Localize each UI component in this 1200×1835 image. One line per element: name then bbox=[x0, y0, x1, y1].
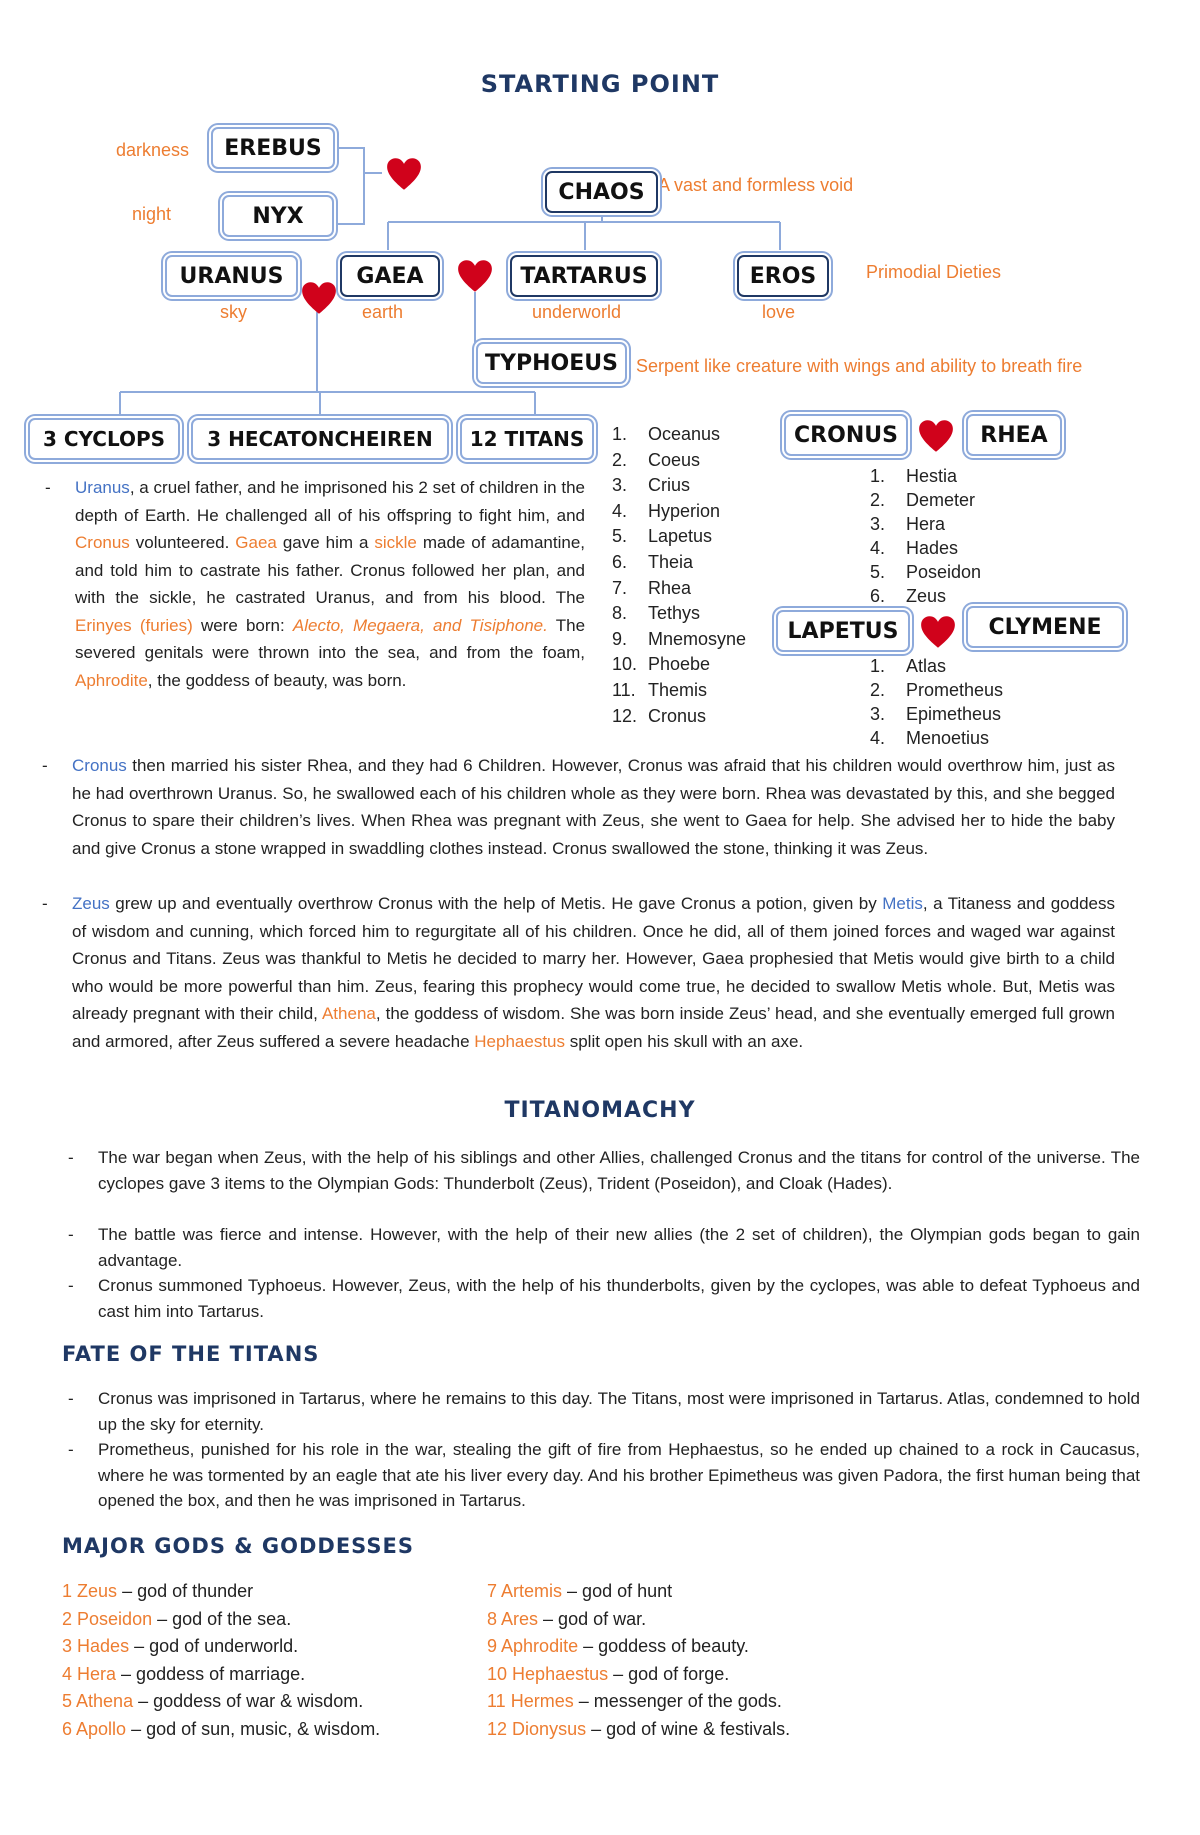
heart-icon bbox=[457, 258, 493, 294]
typhoeus-box: TYPHOEUS bbox=[476, 342, 627, 384]
list-item: 7 Artemis – god of hunt bbox=[487, 1581, 673, 1601]
titans-list bbox=[612, 422, 746, 729]
starting-point-heading: STARTING POINT bbox=[480, 70, 720, 98]
list-item: 1. Hestia bbox=[870, 466, 958, 486]
chaos-box: CHAOS bbox=[545, 171, 658, 213]
list-item: 3. Crius bbox=[612, 475, 691, 496]
list-item: 1. Oceanus bbox=[612, 424, 721, 444]
story-paragraph-uranus: - Uranus, a cruel father, and he imprisoned his 2 set of children in the depth of Earth. He challenged all of his offspring to fight him, and Cronus volunteered. Gaea gave him a sickle made of adamantine, and told him to castrate his father. Cronus followed her plan, and with the sickle, he castrated Uranus, and from his blood. The Erinyes (furies) were born: Alecto, Megaera, and Tisiphone. The severed genitals were thrown into the sea, and from the foam, Aphrodite, the goddess of beauty, was born. bbox=[45, 478, 586, 690]
list-item: 8 Ares – god of war. bbox=[487, 1608, 647, 1629]
nyx-label: night bbox=[132, 204, 172, 224]
list-item: 12 Dionysus – god of wine & festivals. bbox=[487, 1718, 791, 1739]
heart-icon bbox=[918, 418, 954, 454]
chaos-label: A vast and formless void bbox=[658, 175, 854, 195]
list-item: 1 Zeus – god of thunder bbox=[62, 1581, 254, 1601]
tartarus-box: TARTARUS bbox=[510, 255, 658, 297]
cronus-children-list bbox=[870, 464, 981, 608]
uranus-box: URANUS bbox=[165, 255, 298, 297]
fate-item: - Prometheus, punished for his role in the war, stealing the gift of fire from Hephaestus, so he ended up chained to a rock in Caucasus, where he was tormented by an eagle that ate his liver every day. And his brother Epimetheus was given Padora, the first human being that opened the box, and then he was imprisoned in Tartarus. bbox=[68, 1440, 1140, 1510]
gaea-label: earth bbox=[362, 302, 404, 322]
list-item: 4. Hades bbox=[870, 538, 959, 558]
tartarus-label: underworld bbox=[532, 302, 622, 322]
heart-icon bbox=[386, 156, 422, 192]
gods-list-right bbox=[487, 1578, 790, 1743]
titanomachy-item: - Cronus summoned Typhoeus. However, Zeus, with the help of his thunderbolts, given by the cyclopes, was able to defeat Typhoeus and cast him into Tartarus. bbox=[68, 1276, 1140, 1321]
cyclops-box: 3 CYCLOPS bbox=[28, 418, 180, 460]
list-item: 3. Epimetheus bbox=[870, 704, 1002, 724]
list-item: 9 Aphrodite – goddess of beauty. bbox=[487, 1636, 749, 1656]
list-item: 6. Theia bbox=[612, 551, 694, 572]
list-item: 2. Prometheus bbox=[870, 680, 1004, 700]
hecatoncheiren-box: 3 HECATONCHEIREN bbox=[191, 418, 449, 460]
story-paragraph-zeus: - Zeus grew up and eventually overthrow Cronus with the help of Metis. He gave Cronus a potion, given by Metis, a Titaness and goddess of wisdom and cunning, which forced him to regurgitate all of his children. Once he did, all of them joined forces and waged war against Cronus and Titans. Zeus was thankful to Metis he decided to marry her. However, Gaea prophesied that Metis would give birth to a child who would be more powerful than him. Zeus, fearing this prophecy would come true, he decided to swallow Metis whole. But, Metis was already pregnant with their child, Athena, the goddess of wisdom. She was born inside Zeus’ head, and she eventually emerged full grown and armored, after Zeus suffered a severe headache Hephaestus split open his skull with an axe. bbox=[42, 894, 1115, 1051]
major-gods-heading: MAJOR GODS & GODDESSES bbox=[62, 1534, 414, 1558]
list-item: 7. Rhea bbox=[612, 577, 692, 598]
list-item: 2. Demeter bbox=[870, 490, 976, 510]
list-item: 4 Hera – goddess of marriage. bbox=[62, 1663, 306, 1684]
titanomachy-item: - The war began when Zeus, with the help of his siblings and other Allies, challenged Cronus and the titans for control of the universe. The cyclopes gave 3 items to the Olympian Gods: Thunderbolt (Zeus), Trident (Poseidon), and Cloak (Hades). bbox=[68, 1148, 1140, 1193]
list-item: 11 Hermes – messenger of the gods. bbox=[487, 1691, 782, 1711]
list-item: 9. Mnemosyne bbox=[612, 628, 747, 649]
titans-box: 12 TITANS bbox=[460, 418, 594, 460]
list-item: 12. Cronus bbox=[612, 705, 707, 726]
lapetus-children-list bbox=[870, 654, 1003, 750]
gods-list-left bbox=[62, 1578, 380, 1743]
heart-icon bbox=[301, 280, 337, 316]
eros-box: EROS bbox=[737, 255, 829, 297]
list-item: 10 Hephaestus – god of forge. bbox=[487, 1663, 730, 1684]
nyx-box: NYX bbox=[222, 195, 334, 237]
list-item: 6 Apollo – god of sun, music, & wisdom. bbox=[62, 1718, 381, 1739]
story-paragraph-cronus: - Cronus then married his sister Rhea, and they had 6 Children. However, Cronus was afraid that his children would overthrow him, just as he had overthrown Uranus. So, he swallowed each of his children whole as they were born. Rhea was devastated by this, and she begged Cronus to spare their children’s lives. When Rhea was pregnant with Zeus, she went to Gaea for help. She advised her to hide the baby and give Cronus a stone wrapped in swaddling clothes instead. Cronus swallowed the stone, thinking it was Zeus. bbox=[42, 756, 1115, 858]
titanomachy-item: - The battle was fierce and intense. However, with the help of their new allies (the 2 set of children), the Olympian gods began to gain advantage. bbox=[68, 1225, 1140, 1270]
rhea-box: RHEA bbox=[966, 414, 1062, 456]
list-item: 8. Tethys bbox=[612, 603, 701, 624]
list-item: 5. Poseidon bbox=[870, 562, 982, 582]
heart-icon bbox=[920, 614, 956, 650]
list-item: 5 Athena – goddess of war & wisdom. bbox=[62, 1691, 364, 1711]
fate-heading: FATE OF THE TITANS bbox=[62, 1342, 320, 1366]
typhoeus-label: Serpent like creature with wings and ability to breath fire bbox=[636, 356, 1083, 376]
list-item: 6. Zeus bbox=[870, 586, 947, 606]
list-item: 10. Phoebe bbox=[612, 654, 711, 675]
cronus-box: CRONUS bbox=[784, 414, 908, 456]
list-item: 2 Poseidon – god of the sea. bbox=[62, 1608, 292, 1629]
list-item: 3. Hera bbox=[870, 514, 946, 534]
list-item: 2. Coeus bbox=[612, 449, 701, 470]
fate-item: - Cronus was imprisoned in Tartarus, where he remains to this day. The Titans, most were imprisoned in Tartarus. Atlas, condemned to hold up the sky for eternity. bbox=[68, 1389, 1140, 1434]
erebus-label: darkness bbox=[116, 140, 190, 160]
eros-label: love bbox=[762, 302, 796, 322]
erebus-box: EREBUS bbox=[211, 127, 335, 169]
list-item: 3 Hades – god of underworld. bbox=[62, 1636, 299, 1656]
list-item: 4. Menoetius bbox=[870, 728, 990, 748]
list-item: 4. Hyperion bbox=[612, 500, 721, 521]
lapetus-box: LAPETUS bbox=[776, 610, 910, 652]
list-item: 5. Lapetus bbox=[612, 526, 713, 547]
uranus-label: sky bbox=[220, 302, 247, 322]
list-item: 1. Atlas bbox=[870, 656, 947, 676]
list-item: 11. Themis bbox=[612, 679, 708, 700]
gaea-box: GAEA bbox=[340, 255, 440, 297]
clymene-box: CLYMENE bbox=[966, 606, 1124, 648]
primordial-note: Primodial Dieties bbox=[866, 262, 1002, 282]
titanomachy-heading: TITANOMACHY bbox=[504, 1098, 696, 1123]
